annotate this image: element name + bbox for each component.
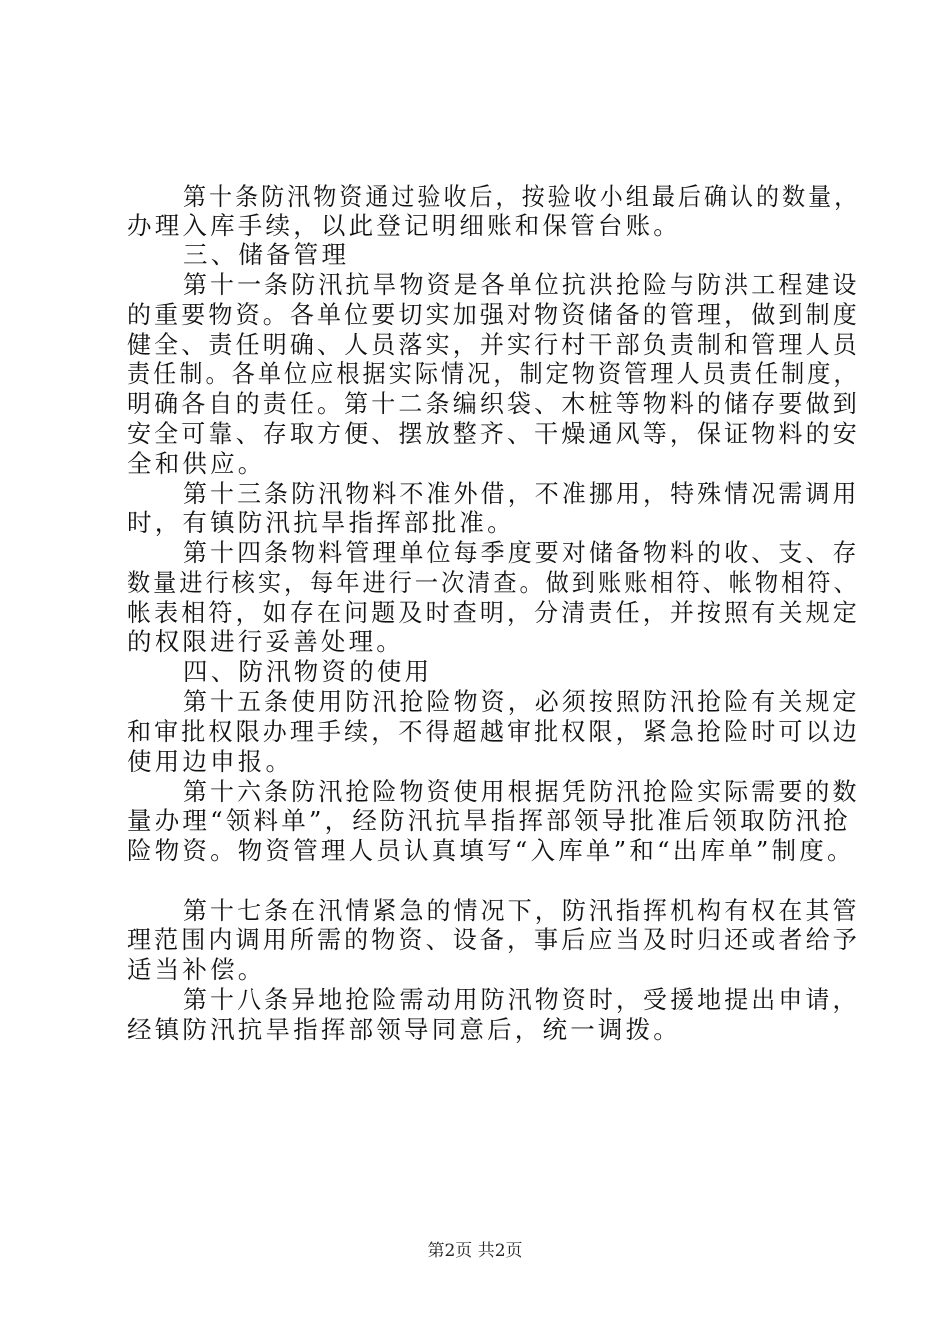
paragraph-line: 帐表相符，如存在问题及时查明，分清责任，并按照有关规定 — [127, 598, 860, 627]
paragraph-line: 适当补偿。 — [127, 955, 266, 984]
paragraph-line: 第十条防汛物资通过验收后，按验收小组最后确认的数量， — [183, 182, 861, 211]
paragraph-line: 第十四条物料管理单位每季度要对储备物料的收、支、存 — [183, 538, 860, 567]
page-footer: 第2页 共2页 — [427, 1241, 523, 1261]
paragraph-line: 安全可靠、存取方便、摆放整齐、干燥通风等，保证物料的安 — [127, 419, 860, 448]
paragraph-line: 办理入库手续，以此登记明细账和保管台账。 — [127, 211, 681, 240]
paragraph-line: 健全、责任明确、人员落实，并实行村干部负责制和管理人员 — [127, 330, 860, 359]
section-heading: 三、储备管理 — [183, 240, 350, 269]
paragraph-line: 量办理“领料单”，经防汛抗旱指挥部领导批准后领取防汛抢 — [127, 806, 851, 835]
paragraph-line: 第十一条防汛抗旱物资是各单位抗洪抢险与防洪工程建设 — [183, 270, 860, 299]
paragraph-line: 第十三条防汛物料不准外借，不准挪用，特殊情况需调用 — [183, 479, 860, 508]
paragraph-line: 时，有镇防汛抗旱指挥部批准。 — [127, 508, 515, 537]
paragraph-line: 理范围内调用所需的物资、设备，事后应当及时归还或者给予 — [127, 925, 860, 954]
paragraph-line: 险物资。物资管理人员认真填写“入库单”和“出库单”制度。 — [127, 836, 855, 865]
paragraph-line: 第十七条在汛情紧急的情况下，防汛指挥机构有权在其管 — [183, 896, 860, 925]
paragraph-line: 全和供应。 — [127, 449, 266, 478]
paragraph-line: 第十五条使用防汛抢险物资，必须按照防汛抢险有关规定 — [183, 687, 860, 716]
paragraph-line: 数量进行核实，每年进行一次清查。做到账账相符、帐物相符、 — [127, 568, 860, 597]
paragraph-line: 经镇防汛抗旱指挥部领导同意后，统一调拨。 — [127, 1015, 681, 1044]
paragraph-line: 的权限进行妥善处理。 — [127, 627, 404, 656]
section-heading: 四、防汛物资的使用 — [183, 657, 433, 686]
paragraph-line: 责任制。各单位应根据实际情况，制定物资管理人员责任制度， — [127, 359, 860, 388]
paragraph-line: 的重要物资。各单位要切实加强对物资储备的管理，做到制度 — [127, 300, 860, 329]
paragraph-line: 第十八条异地抢险需动用防汛物资时，受援地提出申请， — [183, 985, 860, 1014]
paragraph-line: 明确各自的责任。第十二条编织袋、木桩等物料的储存要做到 — [127, 389, 860, 418]
paragraph-line: 第十六条防汛抢险物资使用根据凭防汛抢险实际需要的数 — [183, 777, 860, 806]
paragraph-line: 使用边申报。 — [127, 747, 294, 776]
paragraph-line: 和审批权限办理手续，不得超越审批权限，紧急抢险时可以边 — [127, 717, 860, 746]
